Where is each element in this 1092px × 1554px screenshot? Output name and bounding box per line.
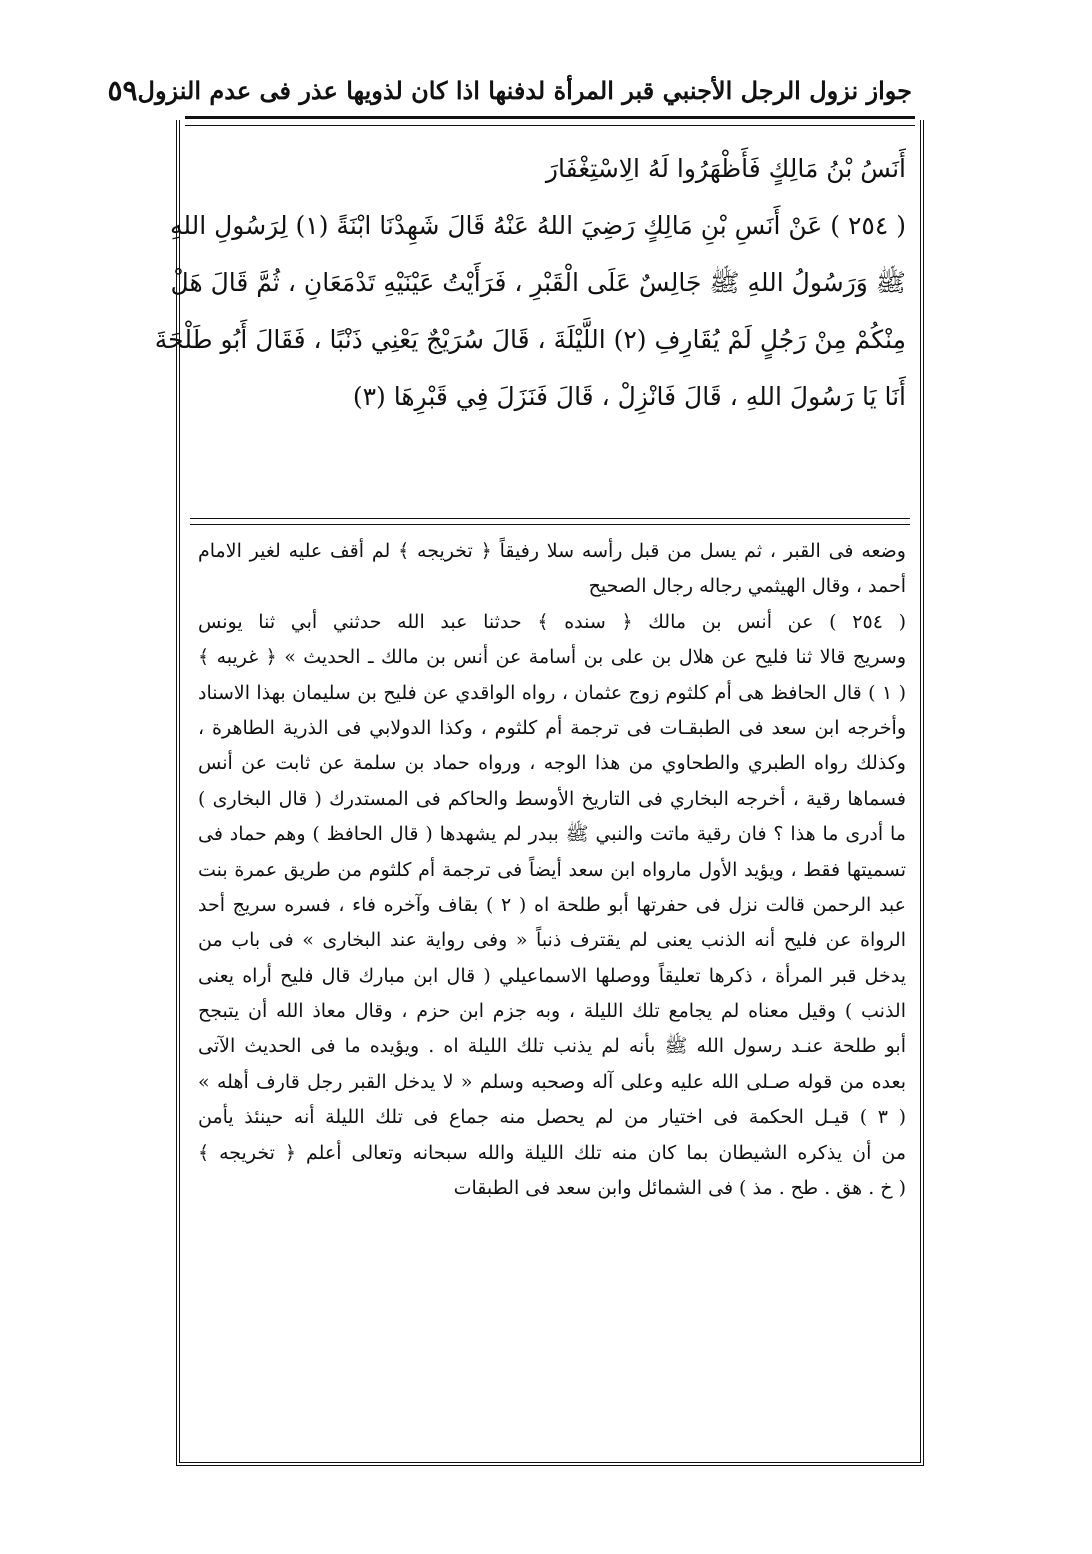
section-divider — [190, 518, 910, 525]
hadith-line: أَنَا يَا رَسُولَ اللهِ ، قَالَ فَانْزِلْ ، قَالَ فَنَزَلَ فِي قَبْرِهَا (٣) — [352, 382, 906, 411]
commentary-line: وسريج قالا ثنا فليح عن هلال بن على بن أسامة عن أنس بن مالك ـ الحديث » ﴿ غريبه ﴾ — [198, 646, 906, 669]
page-number: ٥٩ — [107, 73, 138, 107]
commentary-line: أحمد ، وقال الهيثمي رجاله رجال الصحيح — [588, 575, 906, 598]
commentary-line: بعده من قوله صـلى الله عليه وعلى آله وصحبه وسلم « لا يدخل القبر رجل قارف أهله » — [198, 1070, 906, 1093]
commentary-line: وأخرجه ابن سعد فى الطبقـات فى ترجمة أم كلثوم ، وكذا الدولابي فى الذرية الطاهرة ، — [198, 716, 906, 739]
commentary-line: يدخل قبر المرأة ، ذكرها تعليقاً ووصلها الاسماعيلي ( قال ابن مبارك قال فليح أراه يعنى — [198, 964, 906, 987]
commentary-line: تسميتها فقط ، ويؤيد الأول مارواه ابن سعد أيضاً فى ترجمة أم كلثوم من طريق عمرة بنت — [198, 858, 906, 881]
commentary-line: الرواة عن فليح أنه الذنب يعنى لم يقترف ذنباً « وفى رواية عند البخارى » فى باب من — [198, 929, 907, 952]
hadith-line: أَنَسُ بْنُ مَالِكٍ فَأَظْهَرُوا لَهُ الِاسْتِغْفَارَ — [545, 154, 906, 183]
page-header — [107, 68, 912, 112]
commentary-line: فسماها رقية ، أخرجه البخاري فى التاريخ الأوسط والحاكم فى المستدرك ( قال البخارى ) — [198, 787, 906, 810]
commentary-line: الذنب ) وقيل معناه لم يجامع تلك الليلة ، وبه جزم ابن حزم ، وقال معاذ الله أن يتبجح — [198, 1000, 906, 1023]
commentary-line: ( ٢٥٤ ) عن أنس بن مالك ﴿ سنده ﴾ حدثنا عبد الله حدثني أبي ثنا يونس — [198, 610, 907, 633]
commentary-line: من أن يذكره الشيطان بما كان منه تلك الليلة والله سبحانه وتعالى أعلم ﴿ تخريجه ﴾ — [198, 1141, 906, 1164]
running-title: جواز نزول الرجل الأجنبي قبر المرأة لدفنها اذا كان لذويها عذر فى عدم النزول — [137, 75, 912, 105]
commentary-line: عبد الرحمن قالت نزل فى حفرتها أبو طلحة اه ( ٢ ) بقاف وآخره فاء ، فسره سريج أحد — [198, 893, 906, 916]
commentary-line: وضعه فى القبر ، ثم يسل من قبل رأسه سلا رفيقاً ﴿ تخريجه ﴾ لم أقف عليه لغير الامام — [198, 540, 906, 562]
commentary-line: أبو طلحة عنـد رسول الله ﷺ بأنه لم يذنب تلك الليلة اه . ويؤيده ما فى الحديث الآتى — [198, 1035, 906, 1058]
hadith-text — [154, 140, 906, 425]
hadith-line: ﷺ وَرَسُولُ اللهِ ﷺ جَالِسٌ عَلَى الْقَبْرِ ، فَرَأَيْتُ عَيْنَيْهِ تَدْمَعَانِ ، ثُمَّ قَالَ هَلْ — [170, 268, 906, 297]
hadith-line: مِنْكُمْ مِنْ رَجُلٍ لَمْ يُقَارِفِ (٢) اللَّيْلَةَ ، قَالَ سُرَيْجٌ يَعْنِي ذَنْبًا ، فَقَالَ أَبُو طَلْحَةَ — [154, 325, 906, 354]
commentary-line: ( ١ ) قال الحافظ هى أم كلثوم زوج عثمان ، رواه الواقدي عن فليح بن سليمان بهذا الاسناد — [198, 681, 906, 704]
commentary-text — [198, 534, 906, 1206]
commentary-line: ( خ . هق . طح . مذ ) فى الشمائل وابن سعد فى الطبقات — [453, 1177, 906, 1200]
hadith-line: ( ٢٥٤ ) عَنْ أَنَسِ بْنِ مَالِكٍ رَضِيَ اللهُ عَنْهُ قَالَ شَهِدْنَا ابْنَةً (١) لِرَسُولِ اللهِ — [169, 211, 906, 240]
commentary-line: ما أدرى ما هذا ؟ فان رقية ماتت والنبي ﷺ ببدر لم يشهدها ( قال الحافظ ) وهم حماد فى — [198, 823, 906, 846]
commentary-line: وكذلك رواه الطبري والطحاوي من هذا الوجه ، ورواه حماد بن سلمة عن ثابت عن أنس — [198, 752, 906, 775]
commentary-line: ( ٣ ) قيـل الحكمة فى اختيار من لم يحصل منه جماع فى تلك الليلة أنه حينئذ يأمن — [198, 1106, 906, 1129]
